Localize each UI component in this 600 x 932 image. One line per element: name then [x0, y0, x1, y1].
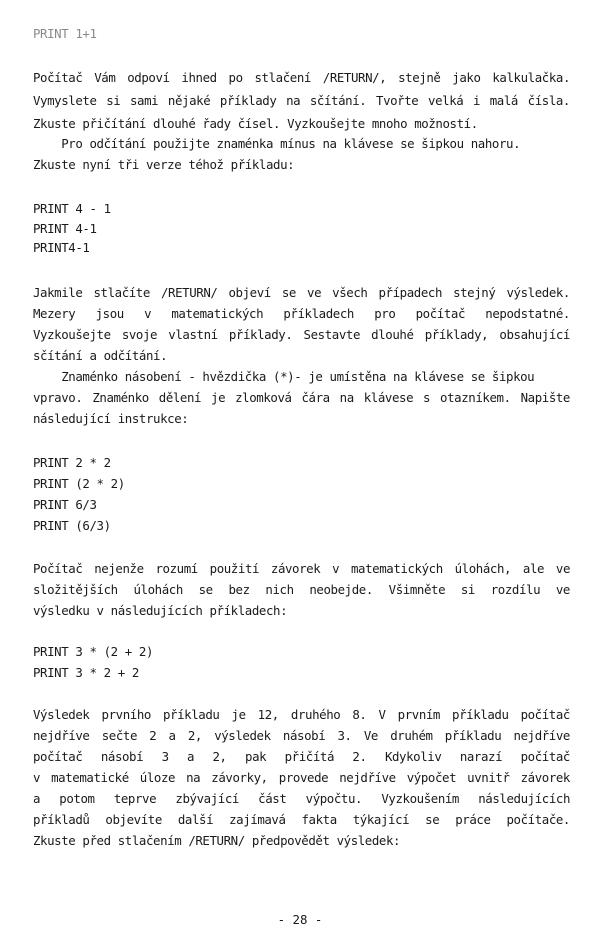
- text-line: Pro odčítání použijte znaménka mínus na klávese se šipkou nahoru.: [33, 136, 521, 151]
- text-line: Počítač nejenže rozumí použití závorek v matematických úlohách, ale ve: [33, 561, 570, 576]
- code-line: PRINT 2 * 2: [33, 455, 111, 470]
- text-line: Zkuste přičítání dlouhé řady čísel. Vyzkoušejte mnoho možností.: [33, 116, 478, 131]
- code-line: PRINT 4-1: [33, 221, 97, 236]
- code-line: PRINT 6/3: [33, 497, 97, 512]
- page-header: PRINT 1+1: [33, 26, 97, 41]
- text-line: Jakmile stlačíte /RETURN/ objeví se ve všech případech stejný výsledek.: [33, 285, 570, 300]
- text-line: příkladů objevíte další zajímavá fakta týkající se práce počítače.: [33, 812, 570, 827]
- text-line: Výsledek prvního příkladu je 12, druhého 8. V prvním příkladu počítač: [33, 707, 570, 722]
- text-line: Vyzkoušejte svoje vlastní příklady. Sestavte dlouhé příklady, obsahující: [33, 327, 570, 342]
- code-line: PRINT 4 - 1: [33, 201, 111, 216]
- text-line: Počítač Vám odpoví ihned po stlačení /RETURN/, stejně jako kalkulačka.: [33, 70, 570, 85]
- code-line: PRINT 3 * 2 + 2: [33, 665, 139, 680]
- text-line: složitějších úlohách se bez nich neobejde. Všimněte si rozdílu ve: [33, 582, 570, 597]
- code-line: PRINT (6/3): [33, 518, 111, 533]
- code-line: PRINT4-1: [33, 240, 90, 255]
- code-line: PRINT (2 * 2): [33, 476, 125, 491]
- text-line: Zkuste před stlačením /RETURN/ předpovědět výsledek:: [33, 833, 401, 848]
- page-number: - 28 -: [277, 912, 323, 927]
- text-line: následující instrukce:: [33, 411, 189, 426]
- text-line: počítač násobí 3 a 2, pak přičítá 2. Kdykoliv narazí počítač: [33, 749, 570, 764]
- text-line: vpravo. Znaménko dělení je zlomková čára na klávese s otazníkem. Napište: [33, 390, 570, 405]
- text-line: a potom teprve zbývající část výpočtu. Vyzkoušením následujících: [33, 791, 570, 806]
- text-line: Zkuste nyní tři verze téhož příkladu:: [33, 157, 295, 172]
- text-line: sčítání a odčítání.: [33, 348, 168, 363]
- text-line: Mezery jsou v matematických příkladech pro počítač nepodstatné.: [33, 306, 570, 321]
- code-line: PRINT 3 * (2 + 2): [33, 644, 154, 659]
- text-line: Vymyslete si sami nějaké příklady na sčítání. Tvořte velká i malá čísla.: [33, 93, 570, 108]
- text-line: Znaménko násobení - hvězdička (*)- je umístěna na klávese se šipkou: [33, 369, 535, 384]
- text-line: nejdříve sečte 2 a 2, výsledek násobí 3. Ve druhém příkladu nejdříve: [33, 728, 570, 743]
- text-line: v matematické úloze na závorky, provede nejdříve výpočet uvnitř závorek: [33, 770, 570, 785]
- text-line: výsledku v následujících příkladech:: [33, 603, 288, 618]
